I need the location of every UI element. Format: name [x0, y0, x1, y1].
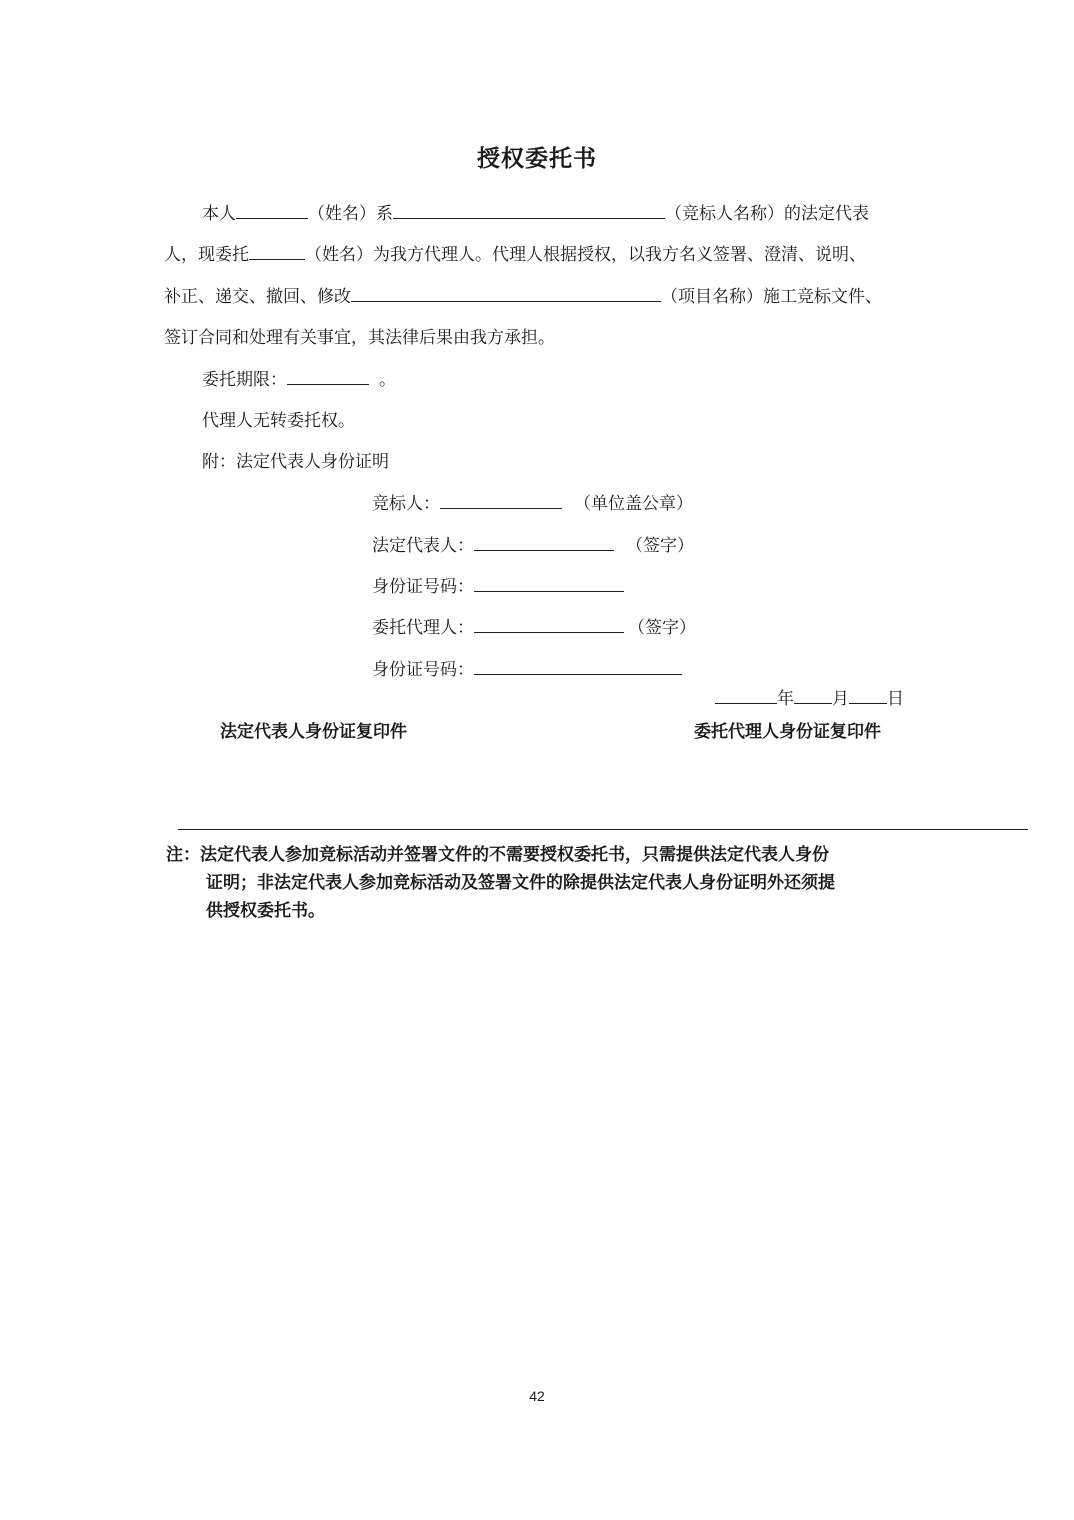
id-line-2	[372, 659, 682, 681]
agent-line	[372, 617, 696, 639]
date-line	[715, 688, 904, 710]
month-label: 月	[832, 689, 849, 709]
document-title: 授权委托书	[477, 145, 597, 172]
page-number: 42	[529, 1388, 545, 1404]
bidder-name-blank[interactable]	[393, 203, 665, 219]
no-subdelegation: 代理人无转委托权。	[202, 411, 355, 431]
text-segment: （姓名）为我方代理人。代理人根据授权，以我方名义签署、澄清、说明、	[305, 245, 866, 265]
body-line-3	[164, 286, 882, 308]
agent-label: 委托代理人：	[372, 618, 474, 638]
text-segment: 本人	[202, 204, 236, 224]
sign-note: （签字）	[628, 618, 696, 638]
agent-id-copy-label: 委托代理人身份证复印件	[694, 722, 881, 742]
body-line-4: 签订合同和处理有关事宜，其法律后果由我方承担。	[164, 328, 555, 348]
term-blank[interactable]	[287, 369, 369, 385]
id-blank[interactable]	[474, 576, 624, 592]
body-line-1	[202, 203, 869, 225]
term-label: 委托期限：	[202, 370, 287, 390]
divider-line	[178, 829, 1028, 830]
legal-rep-line	[372, 535, 694, 557]
year-label: 年	[777, 689, 794, 709]
day-blank[interactable]	[849, 688, 887, 704]
agent-blank[interactable]	[474, 617, 624, 633]
text-segment: 人，现委托	[164, 245, 249, 265]
bidder-label: 竞标人：	[372, 494, 440, 514]
sign-note: （签字）	[626, 536, 694, 556]
bidder-line	[372, 493, 693, 515]
legal-rep-id-copy-label: 法定代表人身份证复印件	[220, 722, 407, 742]
day-label: 日	[887, 689, 904, 709]
id-label: 身份证号码：	[372, 660, 474, 680]
text-segment: （竞标人名称）的法定代表	[665, 204, 869, 224]
legal-rep-label: 法定代表人：	[372, 536, 474, 556]
project-name-blank[interactable]	[351, 286, 661, 302]
id-label: 身份证号码：	[372, 577, 474, 597]
attachment-line: 附：法定代表人身份证明	[202, 452, 389, 472]
id-blank[interactable]	[474, 659, 682, 675]
seal-note: （单位盖公章）	[574, 494, 693, 514]
term-end: 。	[379, 370, 396, 390]
legal-rep-blank[interactable]	[474, 535, 614, 551]
month-blank[interactable]	[794, 688, 832, 704]
text-segment: （项目名称）施工竞标文件、	[661, 287, 882, 307]
id-line-1	[372, 576, 624, 598]
note-line-3: 供授权委托书。	[206, 901, 325, 921]
text-segment: （姓名）系	[308, 204, 393, 224]
term-line	[202, 369, 396, 391]
agent-name-blank[interactable]	[249, 244, 305, 260]
name-blank[interactable]	[236, 203, 308, 219]
year-blank[interactable]	[715, 688, 777, 704]
body-line-2	[164, 244, 866, 266]
note-line-1: 注：法定代表人参加竞标活动并签署文件的不需要授权委托书，只需提供法定代表人身份	[166, 845, 829, 865]
text-segment: 补正、递交、撤回、修改	[164, 287, 351, 307]
note-line-2: 证明；非法定代表人参加竞标活动及签署文件的除提供法定代表人身份证明外还须提	[206, 873, 835, 893]
bidder-blank[interactable]	[440, 493, 562, 509]
